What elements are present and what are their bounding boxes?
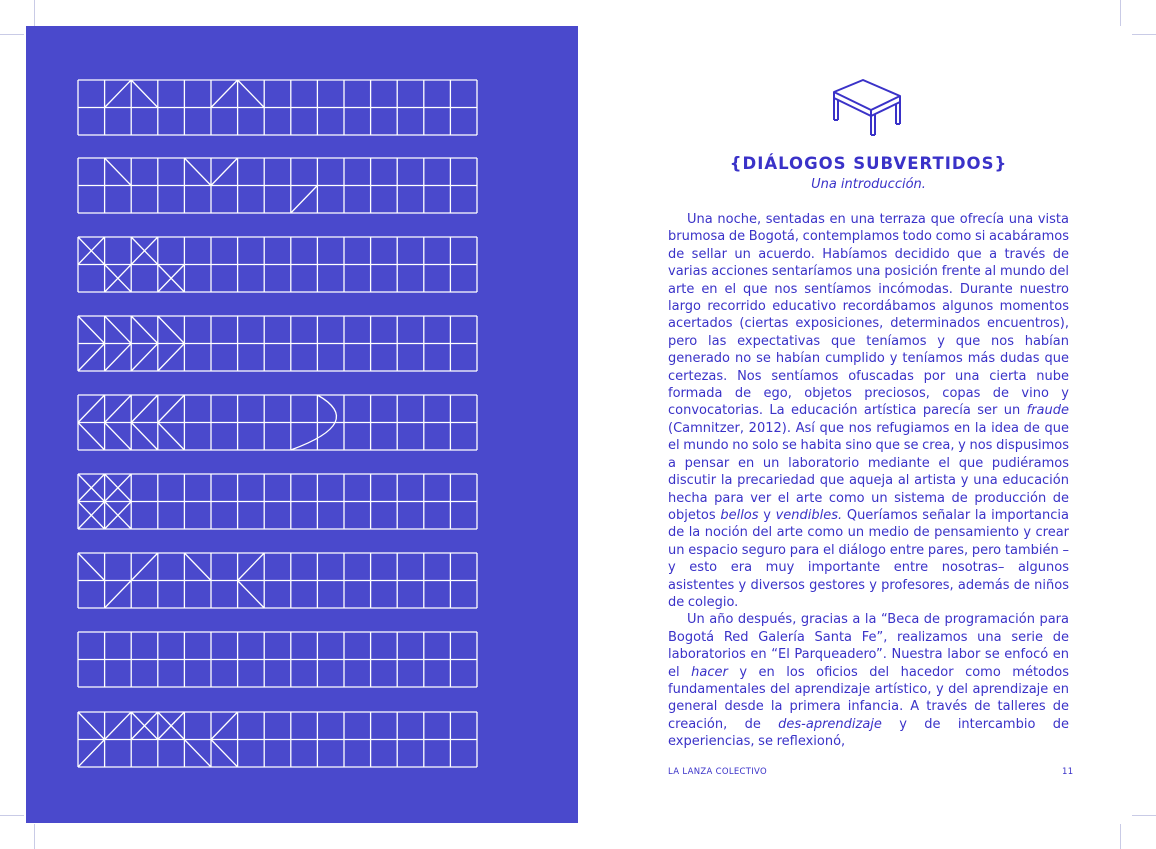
- text-run: (Camnitzer, 2012). Así que nos refugiamos en la idea de que el mundo no solo se habita sino que se crea, y nos dispusimos a pensar en un laboratorio mediante el que pudiéramos discutir la precariedad que aqueja al artista y una educación hecha para ver el arte como un sistema de producción de objetos: [668, 420, 1069, 523]
- text-run: Un año después, gracias a la “Beca de programación para Bogotá Red Galería Santa Fe”, realizamos una serie de laboratorios en “El Parqueadero”. Nuestra labor se enfocó en el: [668, 612, 1069, 680]
- table-icon: [832, 76, 902, 138]
- crop-mark: [34, 824, 35, 849]
- paragraph: [668, 211, 1069, 611]
- emphasis-text: des-aprendizaje: [778, 716, 882, 732]
- section-title: {DIÁLOGOS SUBVERTIDOS}: [729, 154, 1008, 173]
- text-run: y en los oficios del hacedor como métodos fundamentales del aprendizaje artístico, y del aprendizaje en general desde la primera infancia. A través de talleres de creación, de: [668, 664, 1069, 732]
- page-number: 11: [1062, 767, 1074, 777]
- grid-pattern-illustration: [26, 26, 578, 823]
- paragraph: [668, 611, 1069, 750]
- section-subtitle: Una introducción.: [811, 177, 926, 192]
- text-run: y: [758, 507, 776, 523]
- emphasis-text: vendibles.: [775, 507, 843, 523]
- crop-mark: [0, 815, 24, 816]
- emphasis-text: hacer: [691, 664, 728, 680]
- illustration-page: [26, 26, 578, 823]
- text-run: Una noche, sentadas en una terraza que ofrecía una vista brumosa de Bogotá, contemplamos todo como si acabáramos de sellar un acuerdo. Habíamos decidido que a través de varias acciones sentaríamos una posición frente al mundo del arte en el que nos sentíamos incómodas. Durante nuestro largo recorrido educativo recordábamos algunos momentos acertados (ciertas exposiciones, determinados encuentros), pero las expectativas que teníamos y que nos habían generado no se habían cumplido y teníamos más dudas que certezas. Nos sentíamos ofuscadas por una cierta nube formada de ego, objetos preciosos, copas de vino y convocatorias. La educación artística parecía ser un: [668, 212, 1069, 419]
- emphasis-text: fraude: [1026, 403, 1069, 419]
- text-run: Queríamos señalar la importancia de la noción del arte como un medio de pensamiento y crear un espacio seguro para el diálogo entre pares, pero también –y esto era muy importante entre nosotras– algunos asistentes y diversos gestores y profesores, además de niños de colegio.: [668, 507, 1069, 610]
- emphasis-text: bellos: [720, 507, 759, 523]
- text-run: y de intercambio de experiencias, se reflexionó,: [668, 716, 1069, 750]
- text-page: [582, 0, 1156, 849]
- running-footer: LA LANZA COLECTIVO: [668, 767, 768, 777]
- crop-mark: [0, 34, 24, 35]
- body-text: [668, 211, 1069, 751]
- crop-mark: [34, 0, 35, 26]
